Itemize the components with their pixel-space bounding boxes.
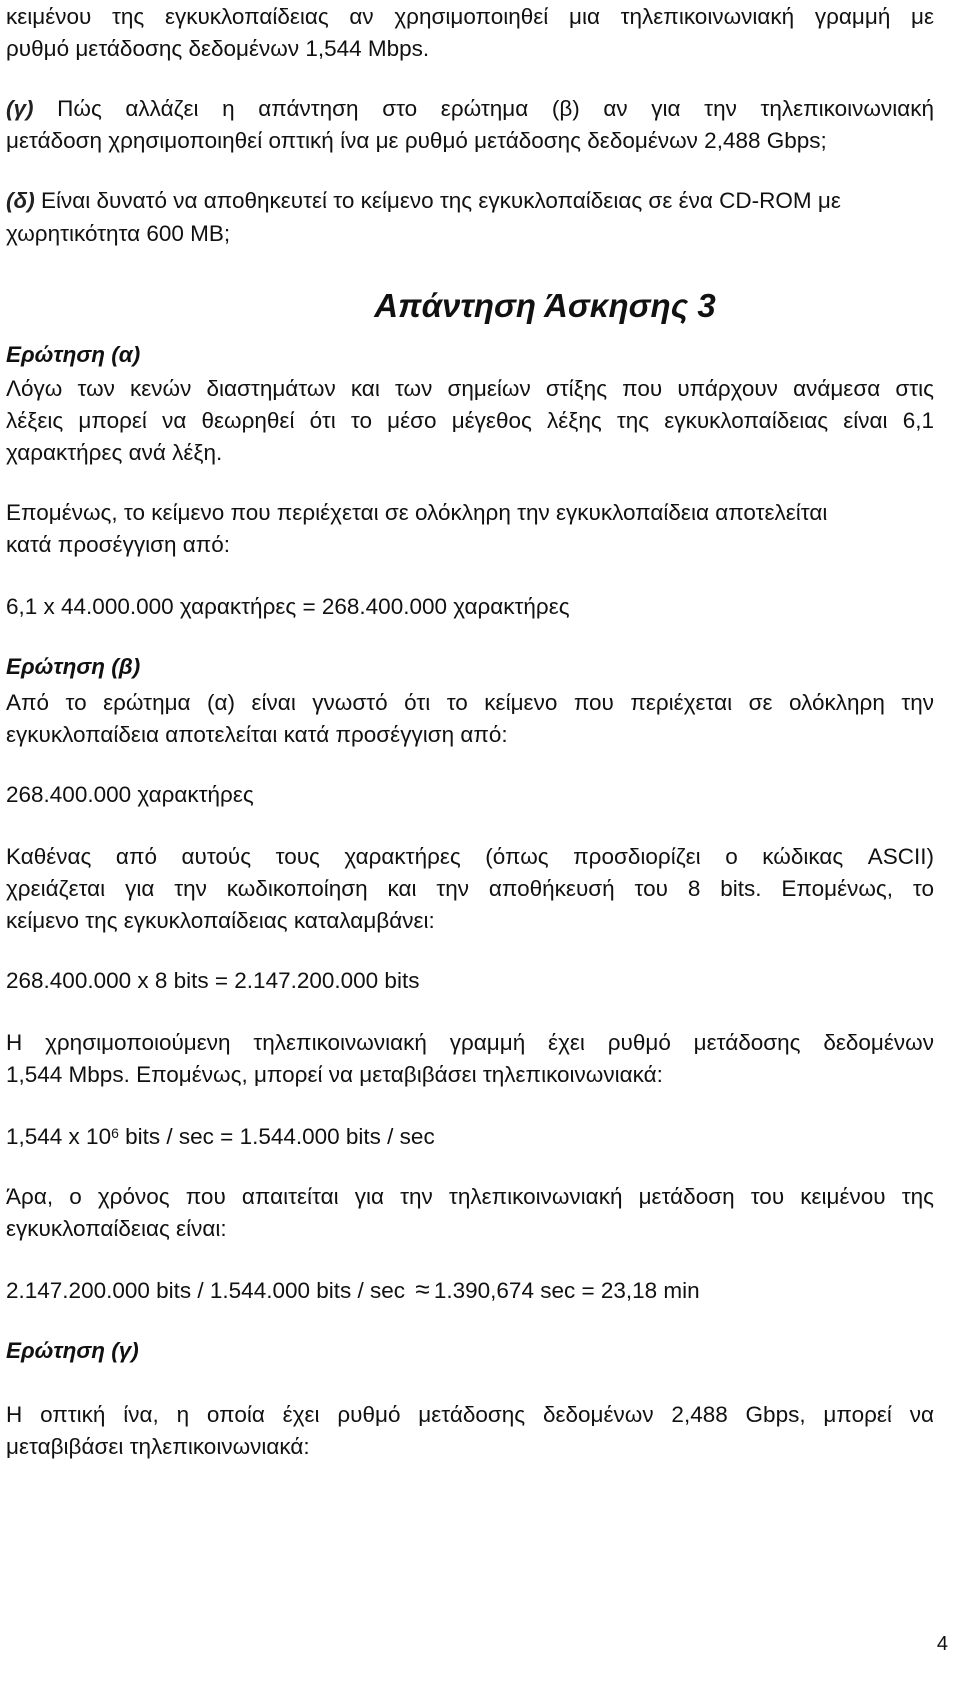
question-g-text: Πώς αλλάζει η απάντηση στο ερώτημα (β) αν για την τηλεπικοινωνιακή: [57, 96, 934, 121]
question-g-line-1: [6, 94, 934, 124]
time-division: 2.147.200.000 bits / 1.544.000 bits / sec: [6, 1278, 406, 1303]
rate-result: bits / sec = 1.544.000 bits / sec: [118, 1124, 435, 1149]
question-d-label: (δ): [6, 188, 35, 213]
answer-a-line: Λόγω των κενών διαστημάτων και των σημείων στίξης που υπάρχουν ανάμεσα στις: [6, 376, 934, 401]
approx-symbol: ≈: [415, 1274, 424, 1304]
answer-b-rate-equation: [6, 1122, 934, 1152]
answer-b-equation: 268.400.000 x 8 bits = 2.147.200.000 bits: [6, 968, 420, 993]
answer-b-value: 268.400.000 χαρακτήρες: [6, 782, 254, 807]
rate-base: 1,544 x 10: [6, 1124, 112, 1149]
answer-a-line: κατά προσέγγιση από:: [6, 532, 231, 557]
answer-b-line: εγκυκλοπαίδειας είναι:: [6, 1216, 227, 1241]
answer-a-line: Επομένως, το κείμενο που περιέχεται σε ολόκληρη την εγκυκλοπαίδεια αποτελείται: [6, 500, 828, 525]
question-g-label: (γ): [6, 96, 34, 121]
answer-b-line: Η χρησιμοποιούμενη τηλεπικοινωνιακή γραμμή έχει ρυθμό μετάδοσης δεδομένων: [6, 1030, 934, 1055]
answer-b-heading: Ερώτηση (β): [6, 654, 141, 679]
answer-a-heading: Ερώτηση (α): [6, 342, 141, 367]
answer-b-line: κείμενο της εγκυκλοπαίδειας καταλαμβάνει:: [6, 908, 435, 933]
answer-b-line: 1,544 Mbps. Επομένως, μπορεί να μεταβιβάσει τηλεπικοινωνιακά:: [6, 1062, 663, 1087]
answer-b-line: Από το ερώτημα (α) είναι γνωστό ότι το κείμενο που περιέχεται σε ολόκληρη την: [6, 690, 934, 715]
answer-b-line: Καθένας από αυτούς τους χαρακτήρες (όπως προσδιορίζει ο κώδικας ASCII): [6, 844, 934, 869]
answer-c-heading: Ερώτηση (γ): [6, 1338, 139, 1363]
text-line: κειμένου της εγκυκλοπαίδειας αν χρησιμοποιηθεί μια τηλεπικοινωνιακή γραμμή με: [6, 4, 934, 29]
answer-a-equation: 6,1 x 44.000.000 χαρακτήρες = 268.400.000 χαρακτήρες: [6, 594, 570, 619]
answer-c-line: μεταβιβάσει τηλεπικοινωνιακά:: [6, 1434, 310, 1459]
page-number: 4: [936, 1633, 948, 1655]
answer-b-line: Άρα, ο χρόνος που απαιτείται για την τηλεπικοινωνιακή μετάδοση του κειμένου της: [6, 1184, 934, 1209]
answer-b-line: χρειάζεται για την κωδικοποίηση και την αποθήκευσή του 8 bits. Επομένως, το: [6, 876, 934, 901]
question-d-text: Είναι δυνατό να αποθηκευτεί το κείμενο της εγκυκλοπαίδειας σε ένα CD-ROM με: [40, 188, 841, 213]
answer-a-line: χαρακτήρες ανά λέξη.: [6, 440, 223, 465]
text-line: ρυθμό μετάδοσης δεδομένων 1,544 Mbps.: [6, 36, 430, 61]
answer-b-line: εγκυκλοπαίδεια αποτελείται κατά προσέγγιση από:: [6, 722, 508, 747]
rate-exponent: 6: [111, 1125, 119, 1141]
section-title: Απάντηση Άσκησης 3: [374, 287, 716, 324]
question-g-line-2: μετάδοση χρησιμοποιηθεί οπτική ίνα με ρυθμό μετάδοσης δεδομένων 2,488 Gbps;: [6, 128, 827, 153]
answer-b-time-equation: [6, 1276, 934, 1306]
question-d-line-2: χωρητικότητα 600 MB;: [6, 221, 231, 246]
question-d-line-1: [6, 186, 934, 216]
answer-c-line: Η οπτική ίνα, η οποία έχει ρυθμό μετάδοσης δεδομένων 2,488 Gbps, μπορεί να: [6, 1402, 934, 1427]
time-result: 1.390,674 sec = 23,18 min: [433, 1278, 700, 1303]
answer-a-line: λέξεις μπορεί να θεωρηθεί ότι το μέσο μέγεθος λέξης της εγκυκλοπαίδειας είναι 6,1: [6, 408, 934, 433]
